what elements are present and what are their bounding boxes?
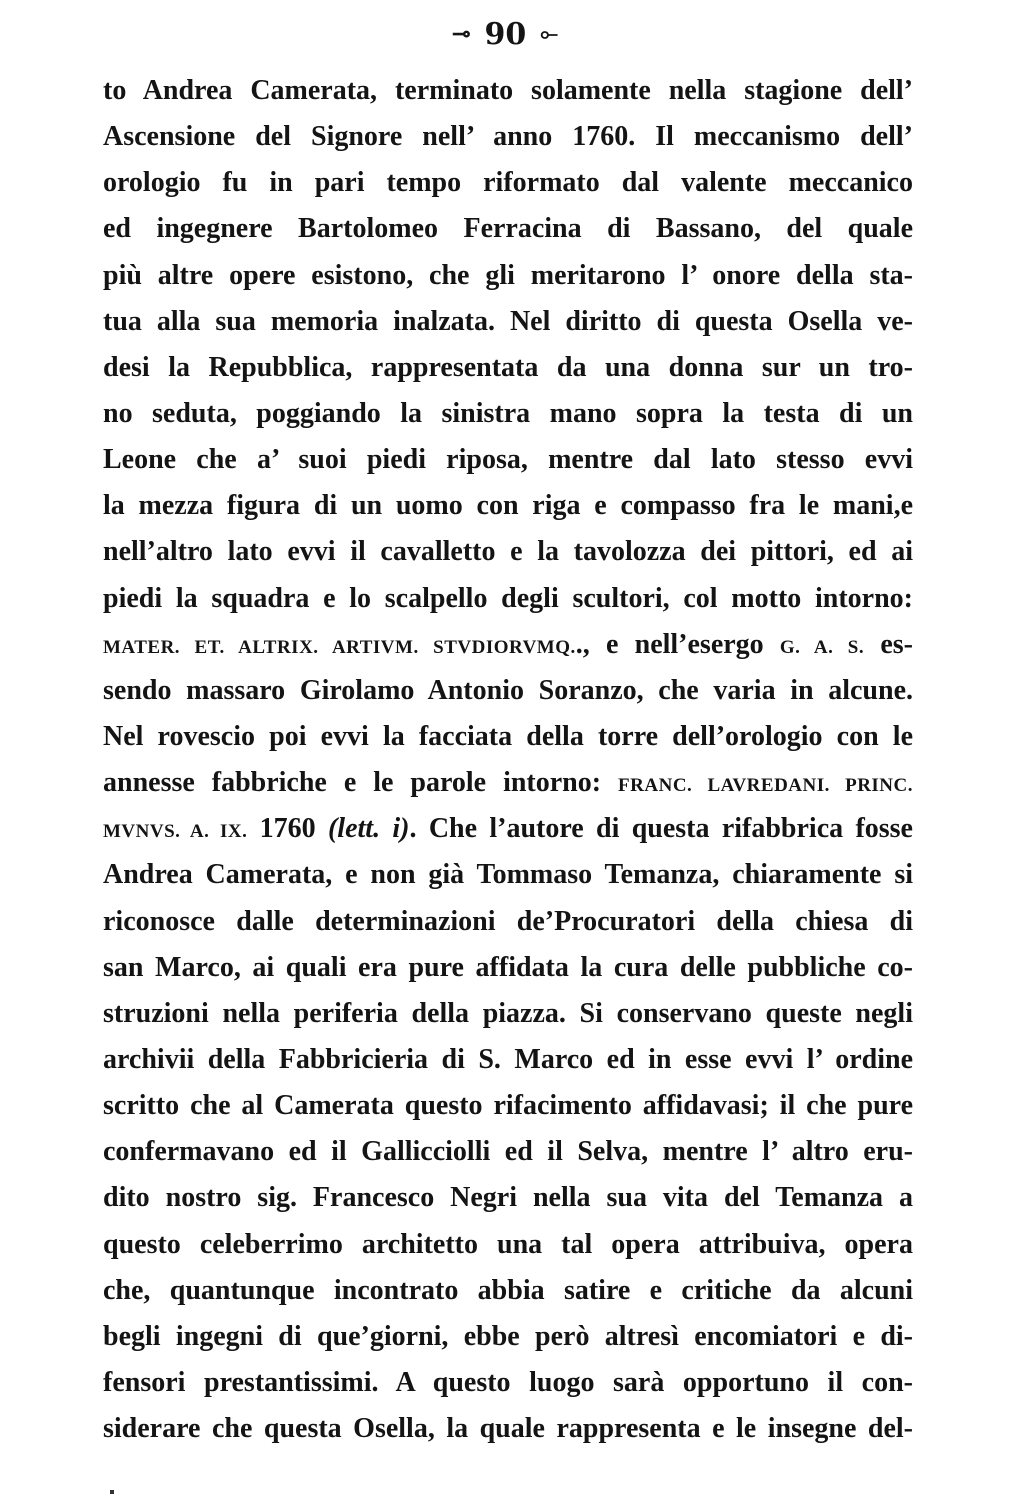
text-line: siderare che questa Osella, la quale rappresenta e le insegne del- (103, 1413, 913, 1445)
text-line: scritto che al Camerata questo rifacimento affidavasi; il che pure (103, 1090, 913, 1122)
text-line: san Marco, ai quali era pure affidata la cura delle pubbliche co- (103, 951, 913, 983)
coin-inscription-reverse: FRANC. LAVREDANI. PRINC. (618, 775, 914, 797)
text-line: MVNVS. A. IX. 1760 (lett. i). Che l’autore di questa rifabbrica fosse (103, 813, 913, 845)
text-line: fensori prestantissimi. A questo luogo sarà opportuno il con- (103, 1366, 913, 1398)
text-line: annesse fabbriche e le parole intorno: FRANC. LAVREDANI. PRINC. (103, 767, 914, 799)
text-line: desi la Repubblica, rappresentata da una donna sur un tro- (103, 351, 913, 383)
exergue-initials: G. A. S. (779, 636, 865, 658)
text-line: Nel rovescio poi evvi la facciata della torre dell’orologio con le (103, 720, 913, 752)
text-line: Ascensione del Signore nell’ anno 1760. Il meccanismo dell’ (103, 121, 913, 153)
text-line: no seduta, poggiando la sinistra mano sopra la testa di un (103, 397, 913, 429)
text-line: riconosce dalle determinazioni de’Procuratori della chiesa di (103, 905, 913, 937)
text-line: Leone che a’ suoi piedi riposa, mentre dal lato stesso evvi (103, 444, 913, 476)
ornament-left-icon: ⊸ (452, 21, 471, 47)
ornament-right-icon: ⟜ (540, 21, 558, 47)
text-line: più altre opere esistono, che gli meritarono l’ onore della sta- (103, 259, 913, 291)
coin-inscription-reverse-cont: MVNVS. A. IX. (103, 821, 248, 843)
text-line: tua alla sua memoria inalzata. Nel diritto di questa Osella ve- (103, 305, 913, 337)
text-line: archivii della Fabbricieria di S. Marco ed in esse evvi l’ ordine (103, 1043, 913, 1075)
text-line: Andrea Camerata, e non già Tommaso Temanza, chiaramente si (103, 859, 913, 891)
text-line: dito nostro sig. Francesco Negri nella sua vita del Temanza a (103, 1182, 913, 1214)
text-line: la mezza figura di un uomo con riga e compasso fra le mani,e (103, 490, 913, 522)
text-line: che, quantunque incontrato abbia satire e critiche da alcuni (103, 1274, 913, 1306)
page-number: 90 (484, 17, 527, 52)
text-line: struzioni nella periferia della piazza. Si conservano queste negli (103, 997, 913, 1029)
italic-note: (lett. i) (327, 813, 410, 845)
text-line: nell’altro lato evvi il cavalletto e la tavolozza dei pittori, ed ai (103, 536, 913, 568)
text-line: orologio fu in pari tempo riformato dal valente meccanico (103, 167, 913, 199)
text-line: piedi la squadra e lo scalpello degli scultori, col motto intorno: (103, 582, 913, 614)
text-line: questo celeberrimo architetto una tal opera attribuiva, opera (103, 1228, 913, 1260)
text-line: ed ingegnere Bartolomeo Ferracina di Bassano, del quale (103, 213, 913, 245)
page-header (0, 14, 1010, 55)
text-line: sendo massaro Girolamo Antonio Soranzo, che varia in alcune. (103, 674, 913, 706)
text-line: to Andrea Camerata, terminato solamente nella stagione dell’ (103, 75, 913, 106)
text-line: confermavano ed il Gallicciolli ed il Selva, mentre l’ altro eru- (103, 1136, 913, 1168)
body-text (103, 68, 913, 1452)
print-speck (110, 1490, 114, 1494)
text-line: MATER. ET. ALTRIX. ARTIVM. STVDIORVMQ.., e nell’esergo G. A. S. es- (103, 628, 913, 660)
coin-inscription-obverse: MATER. ET. ALTRIX. ARTIVM. STVDIORVMQ. (103, 636, 576, 658)
text-line: begli ingegni di que’giorni, ebbe però altresì encomiatori e di- (103, 1320, 913, 1352)
